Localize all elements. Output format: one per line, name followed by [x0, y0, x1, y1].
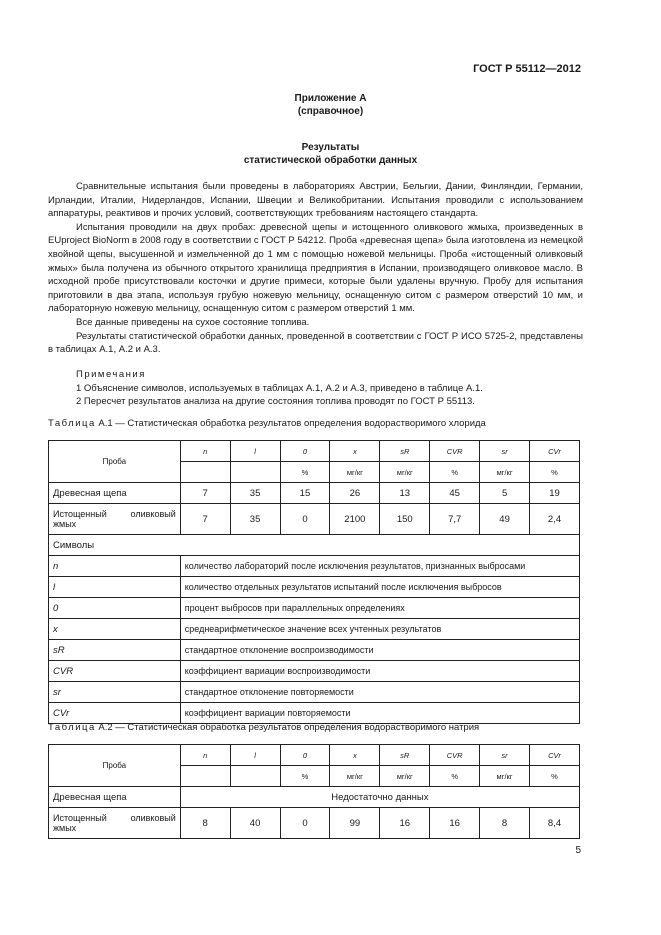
symbol-definition: процент выбросов при параллельных определениях	[180, 598, 579, 619]
table-a1	[48, 440, 580, 724]
table-cell: 8	[480, 808, 530, 839]
table-cell: 45	[430, 483, 480, 504]
table1-label: Таблица	[48, 418, 96, 429]
table2-caption	[48, 722, 608, 733]
symbol: CVR	[49, 661, 181, 682]
table1-col-CVr: CVr	[530, 441, 580, 462]
symbol-row	[49, 640, 580, 661]
table-cell: 99	[330, 808, 380, 839]
table1-unit	[230, 462, 280, 483]
symbol: x	[49, 619, 181, 640]
table2-unit: %	[430, 766, 480, 787]
symbol-row	[49, 556, 580, 577]
table2-col-CVr: CVr	[530, 745, 580, 766]
symbol-row	[49, 577, 580, 598]
table2-unit: %	[280, 766, 330, 787]
symbol: CVr	[49, 703, 181, 724]
symbol: 0	[49, 598, 181, 619]
table1-unit: мг/кг	[330, 462, 380, 483]
table1-col-sR: sR	[380, 441, 430, 462]
appendix-title: Приложение А	[294, 93, 367, 104]
symbol-definition: стандартное отклонение повторяемости	[180, 682, 579, 703]
table-cell: 40	[230, 808, 280, 839]
merged-cell: Недостаточно данных	[180, 787, 579, 808]
paragraph-2: Испытания проводили на двух пробах: древесной щепы и истощенного оливкового жмыха, произведенных в EUproject BioNorm в 2008 году в соответствии с ГОСТ Р 54212. Проба «древесная щепа» была изготовлена из немецкой хвойной щепы, высушенной и измельченной до 1 мм с помощью ножевой мельницы. Проба «истощенный оливковый жмых» была получена из обычного открытого хранилища предприятия в Испании, производящего оливковое масло. В исходной пробе присутствовали косточки и другие примеси, которые были удалены вручную. Пробу для испытания приготовили в два этапа, используя грубую ножевую мельницу, оснащенную ситом с размером отверстий 10 мм, и лабораторную ножевую мельницу, оснащенную ситом с размером отверстий 1 мм.	[48, 221, 583, 315]
table1-unit: %	[530, 462, 580, 483]
table-row	[49, 787, 580, 808]
paragraph-1: Сравнительные испытания были проведены в лабораториях Австрии, Бельгии, Дании, Финляндии, Германии, Ирландии, Италии, Нидерландов, Испании, Швеции и Великобритании. Испытания проводили с использованием аппаратуры, реактивов и прочих условий, соответствующих требованиям настоящего стандарта.	[48, 181, 583, 220]
symbol-definition: количество отдельных результатов испытаний после исключения выбросов	[180, 577, 579, 598]
table-cell: 2100	[330, 504, 380, 535]
symbol: sr	[49, 682, 181, 703]
table1-caption	[48, 418, 608, 429]
row-name: Древесная щепа	[49, 787, 181, 808]
body-text	[48, 180, 583, 357]
table-cell: 5	[480, 483, 530, 504]
table-cell: 49	[480, 504, 530, 535]
table2-unit: мг/кг	[330, 766, 380, 787]
note-2: 2 Пересчет результатов анализа на другие состояния топлива проводят по ГОСТ Р 55113.	[76, 396, 475, 408]
table1-unit: мг/кг	[380, 462, 430, 483]
table-row	[49, 808, 580, 839]
table1-col-sr: sr	[480, 441, 530, 462]
table-cell: 0	[280, 808, 330, 839]
section-heading-line1: Результаты	[301, 142, 360, 153]
symbol-row	[49, 703, 580, 724]
table2-unit: мг/кг	[380, 766, 430, 787]
table2-col-0: 0	[280, 745, 330, 766]
table2-unit: мг/кг	[480, 766, 530, 787]
symbol-row	[49, 598, 580, 619]
symbols-title: Символы	[49, 535, 580, 556]
table-cell: 8	[180, 808, 230, 839]
symbol: sR	[49, 640, 181, 661]
table-a2	[48, 744, 580, 839]
row-name: Истощенный оливковый жмых	[49, 808, 181, 839]
symbol-definition: коэффициент вариации воспроизводимости	[180, 661, 579, 682]
symbol: l	[49, 577, 181, 598]
table-cell: 26	[330, 483, 380, 504]
table2-col-sr: sr	[480, 745, 530, 766]
table1-unit: мг/кг	[480, 462, 530, 483]
table2-unit	[230, 766, 280, 787]
table2-label: Таблица	[48, 722, 96, 733]
row-name: Древесная щепа	[49, 483, 181, 504]
notes-block	[76, 368, 586, 409]
table1-caption-text: А.1 — Статистическая обработка результатов определения водорастворимого хлорида	[98, 418, 486, 429]
table1-sample-header: Проба	[49, 441, 181, 483]
paragraph-4: Результаты статистической обработки данных, проведенной в соответствии с ГОСТ Р ИСО 5725-2, представлены в таблицах А.1, А.2 и А.3.	[48, 330, 583, 356]
symbol: n	[49, 556, 181, 577]
table2-col-x: x	[330, 745, 380, 766]
table-cell: 2,4	[530, 504, 580, 535]
table1-unit: %	[280, 462, 330, 483]
table2-header-row	[49, 745, 580, 766]
table2-col-CVR: CVR	[430, 745, 480, 766]
table-cell: 150	[380, 504, 430, 535]
table2-unit	[180, 766, 230, 787]
table-cell: 7	[180, 504, 230, 535]
symbol-definition: стандартное отклонение воспроизводимости	[180, 640, 579, 661]
table-cell: 16	[430, 808, 480, 839]
table1-unit: %	[430, 462, 480, 483]
row-name: Истощенный оливковый жмых	[49, 504, 181, 535]
table1-col-x: x	[330, 441, 380, 462]
symbols-title-row	[49, 535, 580, 556]
table-cell: 0	[280, 504, 330, 535]
table-cell: 7,7	[430, 504, 480, 535]
symbol-row	[49, 682, 580, 703]
table2-col-sR: sR	[380, 745, 430, 766]
table2-col-l: l	[230, 745, 280, 766]
table2-col-n: n	[180, 745, 230, 766]
table-row	[49, 504, 580, 535]
paragraph-3: Все данные приведены на сухое состояние топлива.	[76, 316, 310, 328]
table-cell: 15	[280, 483, 330, 504]
table-cell: 13	[380, 483, 430, 504]
standard-number: ГОСТ Р 55112—2012	[473, 63, 581, 75]
table-cell: 8,4	[530, 808, 580, 839]
table1-col-l: l	[230, 441, 280, 462]
table-cell: 35	[230, 483, 280, 504]
table2-sample-header: Проба	[49, 745, 181, 787]
table-cell: 35	[230, 504, 280, 535]
page-number: 5	[575, 845, 581, 856]
symbol-row	[49, 661, 580, 682]
table-cell: 7	[180, 483, 230, 504]
symbol-row	[49, 619, 580, 640]
table1-col-0: 0	[280, 441, 330, 462]
section-heading-line2: статистической обработки данных	[243, 155, 418, 166]
notes-title: Примечания	[76, 369, 146, 380]
table-row	[49, 483, 580, 504]
symbol-definition: количество лабораторий после исключения результатов, признанных выбросами	[180, 556, 579, 577]
table2-unit: %	[530, 766, 580, 787]
appendix-subtitle: (справочное)	[297, 106, 364, 117]
table1-unit	[180, 462, 230, 483]
table1-col-n: n	[180, 441, 230, 462]
table-cell: 16	[380, 808, 430, 839]
symbol-definition: коэффициент вариации повторяемости	[180, 703, 579, 724]
table2-caption-text: А.2 — Статистическая обработка результатов определения водорастворимого натрия	[98, 722, 480, 733]
table-cell: 19	[530, 483, 580, 504]
note-1: 1 Объяснение символов, используемых в таблицах А.1, А.2 и А.3, приведено в таблице А.1.	[76, 382, 483, 394]
table1-col-CVR: CVR	[430, 441, 480, 462]
table1-header-row	[49, 441, 580, 462]
symbol-definition: среднеарифметическое значение всех учтенных результатов	[180, 619, 579, 640]
